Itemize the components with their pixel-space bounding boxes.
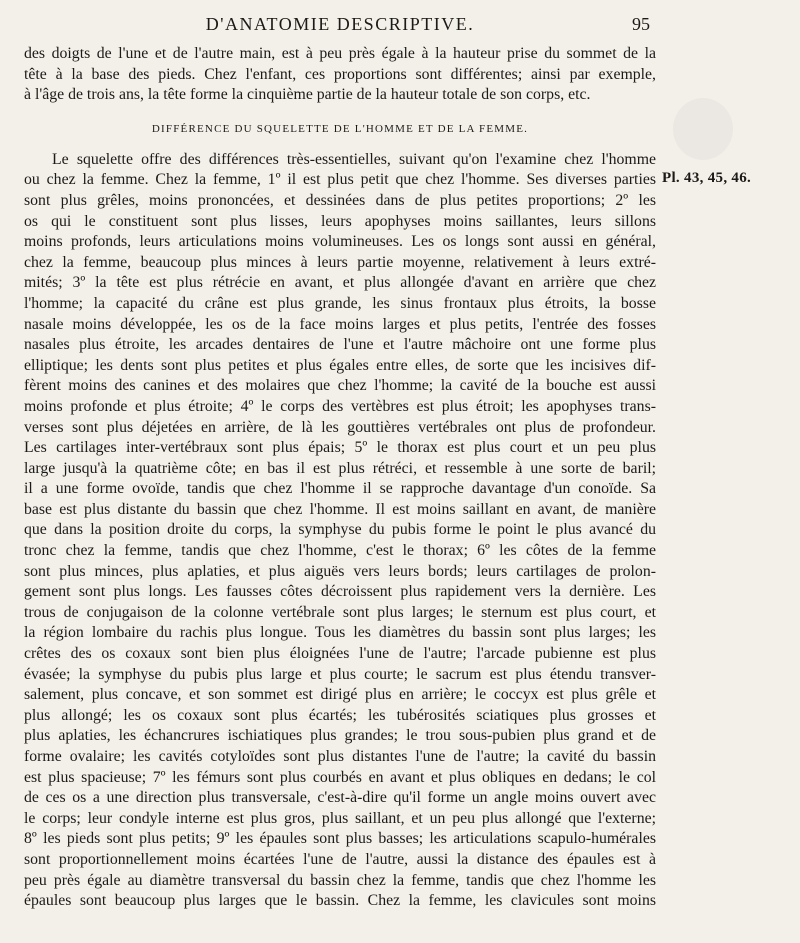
text-line: gement sont plus longs. Les fausses côtes décroissent plus rapidement vers la dernière. Les — [24, 583, 656, 601]
text-line: large jusqu'à la quatrième côte; en bas il est plus rétréci, et ressemble à une sorte de baril; — [24, 459, 656, 477]
text-line: sont proportionnellement moins écartées l'une de l'autre, aussi la distance des épaules est à — [24, 850, 656, 868]
text-line: nasale moins développée, les os de la face moins larges et plus petits, l'entrée des fosses — [24, 315, 656, 333]
paper-stain — [673, 98, 733, 160]
text-line: la région lombaire du rachis plus longue. Tous les diamètres du bassin sont plus larges; les — [24, 624, 656, 642]
body-paragraph — [24, 150, 656, 912]
text-line: à l'âge de trois ans, la tête forme la cinquième partie de la hauteur totale de son corps, etc. — [24, 86, 591, 104]
text-line: l'homme; la capacité du crâne est plus grande, les sinus frontaux plus étroits, la bosse — [24, 294, 656, 312]
text-line: épaules sont beaucoup plus larges que le bassin. Chez la femme, les clavicules sont moins — [24, 892, 656, 910]
text-line: chez la femme, beaucoup plus minces à leurs partie moyenne, relativement à leurs extré- — [24, 253, 656, 271]
text-line: que dans la position droite du corps, la symphyse du pubis forme le point le plus avancé du — [24, 521, 656, 539]
text-line: plus aplaties, les échancrures ischiatiques plus grandes; le trou sous-pubien plus grand et de — [24, 727, 656, 745]
text-line: moins profonde et plus étroite; 4º le corps des vertèbres est plus étroit; les apophyses trans- — [24, 397, 656, 415]
text-line: moins profonds, leurs articulations moins volumineuses. Les os longs sont aussi en général, — [24, 233, 656, 251]
text-line: il a une forme ovoïde, tandis que chez l'homme il se rapproche davantage d'un conoïde. Sa — [24, 480, 656, 498]
text-line: Le squelette offre des différences très-essentielles, suivant qu'on l'examine chez l'homme — [52, 150, 656, 168]
text-line: verses sont plus déjetées en arrière, de là les gouttières vertébrales ont plus de profondeur. — [24, 418, 656, 436]
text-line: 8º les pieds sont plus petits; 9º les épaules sont plus basses; les articulations scapulo-humérales — [24, 830, 656, 848]
text-line: Les cartilages inter-vertébraux sont plus épais; 5º le thorax est plus court et un peu plus — [24, 439, 656, 457]
text-line: ou chez la femme. Chez la femme, 1º il est plus petit que chez l'homme. Ses diverses parties — [24, 171, 656, 189]
text-line: base est plus distante du bassin que chez l'homme. Il est moins saillant en avant, de manière — [24, 500, 656, 518]
text-line: os qui le constituent sont plus lisses, leurs apophyses moins saillantes, leurs sillons — [24, 212, 656, 230]
text-line: sont plus grêles, moins prononcées, et dessinées dans de plus petites proportions; 2º les — [24, 191, 656, 209]
text-line: peu près égale au diamètre transversal du bassin chez la femme, tandis que chez l'homme les — [24, 871, 656, 889]
text-line: tête à la base des pieds. Chez l'enfant, ces proportions sont différentes; ainsi par exemple, — [24, 65, 656, 83]
text-line: sont plus minces, plus aplaties, et plus aiguës vers leurs bords; leurs cartilages de prolon- — [24, 562, 656, 580]
text-line: elliptique; les dents sont plus petites et plus égales entre elles, de sorte que les incisives dif- — [24, 356, 656, 374]
text-line: tronc chez la femme, tandis que chez l'homme, c'est le thorax; 6º les côtes de la femme — [24, 542, 656, 560]
text-line: salement, plus concave, et son sommet est dirigé plus en arrière; le coccyx est plus grêle et — [24, 686, 656, 704]
text-line: trous de conjugaison de la colonne vertébrale sont plus larges; le sternum est plus court, et — [24, 603, 656, 621]
text-line: des doigts de l'une et de l'autre main, est à peu près égale à la hauteur prise du sommet de la — [24, 45, 656, 62]
section-heading: DIFFÉRENCE DU SQUELETTE DE L'HOMME ET DE LA FEMME. — [151, 122, 529, 135]
text-line: plus allongé; les os coxaux sont plus écartés; les tubérosités sciatiques plus grosses et — [24, 706, 656, 724]
intro-paragraph — [24, 44, 656, 106]
text-line: nasales plus étroite, les arcades dentaires de l'une et l'autre mâchoire ont une forme plus — [24, 336, 656, 354]
text-line: crêtes des os coxaux sont bien plus éloignées l'une de l'autre; l'arcade pubienne est plus — [24, 645, 656, 663]
plate-reference: Pl. 43, 45, 46. — [662, 170, 752, 186]
text-line: mités; 3º la tête est plus rétrécie en avant, et plus allongée d'avant en arrière que chez — [24, 274, 656, 292]
text-line: évasée; la symphyse du pubis plus large et plus courte; le sacrum est plus étendu transver- — [24, 665, 656, 683]
text-line: fèrent moins des canines et des molaires que chez l'homme; la cavité de la bouche est aussi — [24, 377, 656, 395]
text-line: de ces os a une direction plus transversale, c'est-à-dire qu'il forme un angle moins ouvert avec — [24, 789, 656, 807]
page-number: 95 — [632, 14, 650, 34]
text-line: est plus spacieuse; 7º les fémurs sont plus courbés en avant et plus obliques en dedans; le col — [24, 768, 656, 786]
text-line: forme ovalaire; les cavités cotyloïdes sont plus distantes l'une de l'autre; la cavité du bassin — [24, 748, 656, 765]
text-block — [24, 44, 656, 912]
text-line: le corps; leur condyle interne est plus gros, plus saillant, et un peu plus allongé que l'externe; — [24, 809, 656, 827]
running-title: D'ANATOMIE DESCRIPTIVE. — [205, 14, 475, 34]
